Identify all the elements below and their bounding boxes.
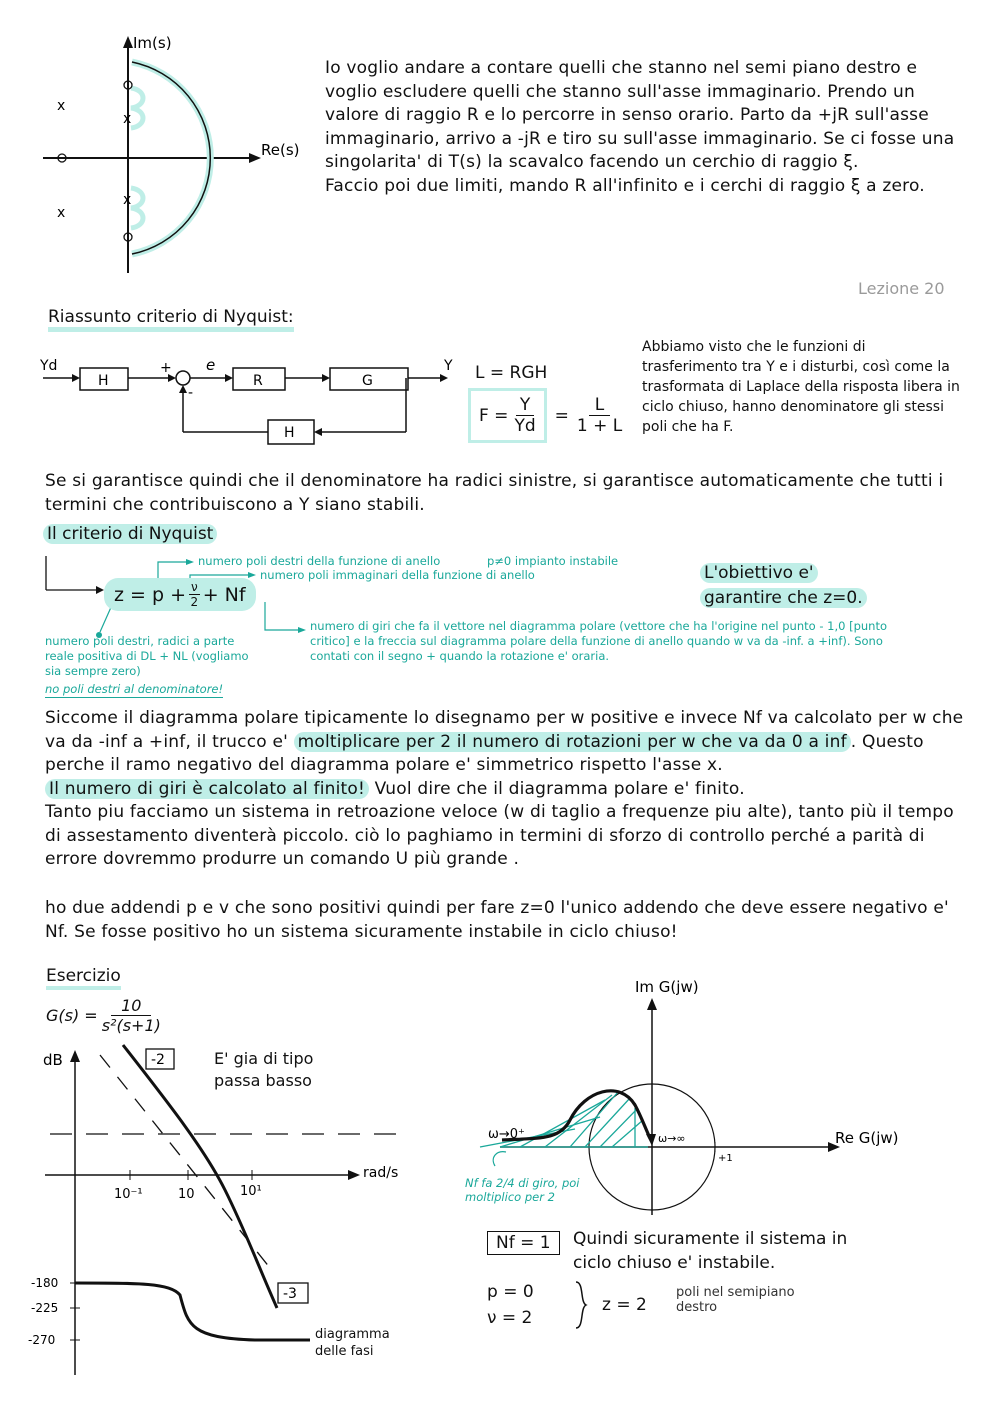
phase-label: diagramma delle fasi (315, 1327, 390, 1359)
nyquist-contour-sketch (35, 28, 325, 278)
z-value: z = 2 (602, 1295, 647, 1315)
phase-tick-270: -270 (28, 1333, 56, 1347)
svg-text:x: x (123, 111, 132, 127)
f-equation: F = $\frac{Y}{Yd}$ = $\frac{L}{1 + L}$ (468, 388, 622, 443)
lesson-label: Lezione 20 (858, 279, 945, 298)
bode-note: E' gia di tipo passa basso (214, 1049, 314, 1090)
w0-label: ω→0⁺ (488, 1127, 525, 1142)
polar-y-label: Im G(jw) (635, 978, 699, 996)
bode-y-label: dB (43, 1051, 63, 1069)
note-v: numero poli immaginari della funzione di anello (260, 568, 535, 582)
polar-x-label: Re G(jw) (835, 1129, 899, 1147)
tick-1: 10⁻¹ (114, 1187, 143, 1202)
note-p2: p≠0 impianto instabile (487, 554, 619, 568)
svg-text:R: R (253, 373, 263, 389)
nf-note: Nf fa 2/4 di giro, poi moltiplico per 2 (465, 1176, 580, 1204)
goal-note: L'obiettivo e' garantire che z=0. (700, 561, 867, 611)
conclusion: Quindi sicuramente il sistema in ciclo chiuso e' instabile. (573, 1229, 848, 1273)
re-s-label: Re(s) (261, 141, 300, 159)
criterion-paragraph-1: Siccome il diagramma polare tipicamente lo disegnamo per w positive e invece Nf va calcolato per w che va da -inf a +inf, il trucco e' moltiplicare per 2 il numero di rotazioni per w che va da 0 a inf . Questo perche il ramo negativo del diagramma polare e' simmetrico rispetto l'asse x. Il numero di giri è calcolato al finito! Vuol dire che il diagramma polare e' finito. Tanto piu facciamo un sistema in retroazione veloce (w di taglio a frequenze piu alte), tanto più il tempo di assestamento diventerà piccolo. ciò lo paghiamo in termini di sforzo di controllo perché a parità di errore dovremmo produrre un comando U più grande . (45, 708, 964, 869)
summary-paragraph: Se si garantisce quindi che il denominatore ha radici sinistre, si garantisce automaticamente che tutti i termini che contribuiscono a Y siano stabili. (45, 471, 944, 515)
svg-text:-: - (188, 385, 194, 401)
g-function: G(s) = $\frac{10}{\text{s²(s+1)}}$ (46, 996, 161, 1035)
svg-text:H: H (98, 373, 109, 389)
block-diagram (38, 350, 468, 450)
bode-x-label: rad/s (363, 1165, 399, 1181)
side-note: Abbiamo visto che le funzioni di trasferimento tra Y e i disturbi, così come la trasformata di Laplace della risposta libera in ciclo chiuso, hanno denominatore gli stessi poli che ha F. (642, 339, 960, 435)
note-nf: numero di giri che fa il vettore nel diagramma polare (vettore che ha l'origine nel punto - 1,0 [punto critico] e la freccia sul diagramma polare della funzione di anello quando w va da -inf. a +inf). Sono contati con il segno + quando la rotazione e' oraria. (310, 619, 887, 663)
brace (572, 1280, 592, 1330)
exercise-title: Esercizio (46, 966, 121, 986)
svg-text:G: G (362, 373, 373, 389)
intro-paragraph (325, 57, 965, 198)
v-value: ν = 2 (487, 1308, 533, 1328)
svg-text:Y: Y (444, 358, 453, 374)
l-equation: L = RGH (475, 363, 548, 383)
winf-label: ω→∞ (658, 1132, 686, 1145)
slope-3: -3 (283, 1286, 297, 1302)
note-p: numero poli destri della funzione di anello (198, 554, 441, 568)
intro-text: Io voglio andare a contare quelli che stanno nel semi piano destro e voglio escludere quelli che stanno sull'asse immaginario. Prendo un valore di raggio R e lo percorre in senso orario. Parto da +jR sull'asse immaginario, arrivo a -jR e tiro su sull'asse immaginario. Se ci fosse una singolarita' di T(s) la scavalco facendo un cerchio di raggio ξ. (325, 58, 955, 172)
svg-text:x: x (57, 98, 66, 114)
svg-text:x: x (123, 192, 132, 208)
note-z: numero poli destri, radici a parte reale positiva di DL + NL (vogliamo sia sempre zero) (45, 634, 249, 678)
phase-tick-225: -225 (31, 1301, 59, 1315)
svg-text:e: e (206, 356, 216, 374)
note-z2: no poli destri al denominatore! (45, 682, 224, 696)
svg-text:x: x (57, 205, 66, 221)
plus1-label: +1 (718, 1153, 733, 1164)
im-s-label: Im(s) (133, 34, 172, 52)
summary-title: Riassunto criterio di Nyquist: (48, 307, 294, 327)
z-note: poli nel semipiano destro (676, 1285, 795, 1315)
svg-text:Yd: Yd (40, 358, 58, 374)
criterion-paragraph-4: ho due addendi p e v che sono positivi quindi per fare z=0 l'unico addendo che deve essere negativo e' Nf. Se fosse positivo ho un sistema sicuramente instabile in ciclo chiuso! (45, 898, 949, 942)
svg-text:H: H (284, 425, 295, 441)
p-value: p = 0 (487, 1282, 534, 1302)
svg-text:+: + (160, 360, 172, 376)
intro-text-2: Faccio poi due limiti, mando R all'infinito e i cerchi di raggio ξ a zero. (325, 175, 925, 196)
formula: z = p + $\frac{\nu}{2}$ + Nf (104, 578, 256, 611)
slope-2: -2 (151, 1052, 165, 1068)
phase-tick-180: -180 (31, 1276, 59, 1290)
criterion-title: Il criterio di Nyquist (43, 524, 217, 544)
tick-3: 10¹ (240, 1184, 262, 1199)
tick-2: 10 (178, 1187, 195, 1202)
nf-box: Nf = 1 (487, 1231, 560, 1255)
